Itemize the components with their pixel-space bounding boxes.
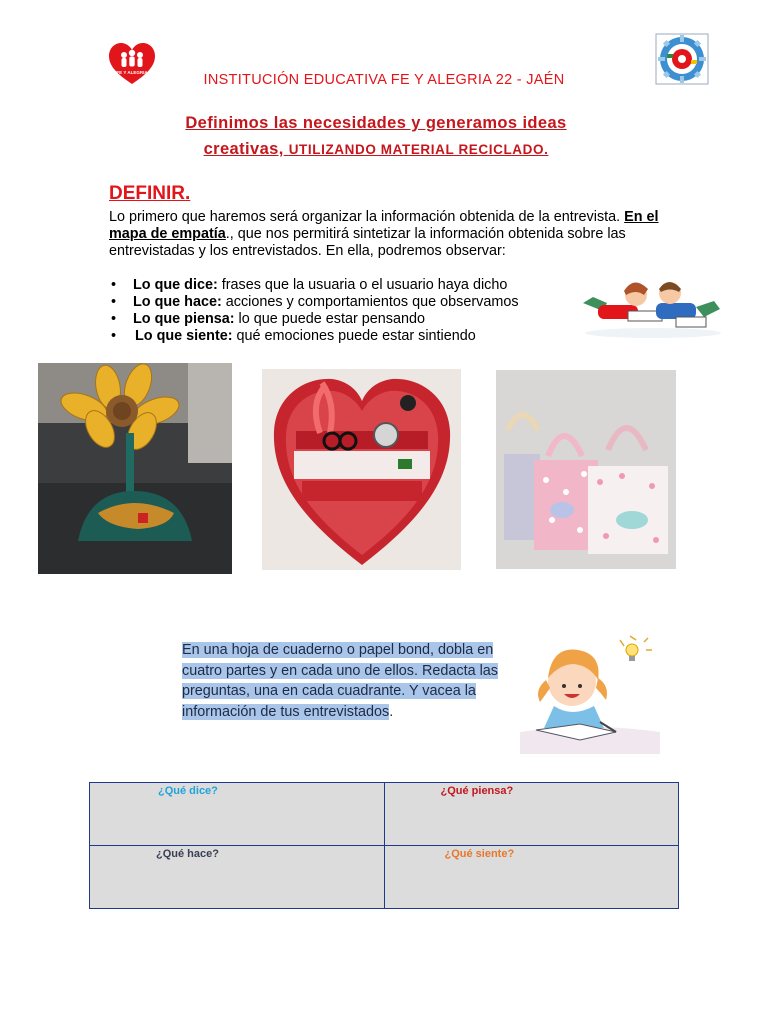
bullet-label: Lo que dice:: [133, 277, 218, 293]
question-dice: ¿Qué dice?: [158, 785, 218, 797]
question-siente: ¿Qué siente?: [444, 848, 515, 860]
intro-text-bold: En el mapa de empatía: [109, 209, 659, 242]
question-piensa: ¿Qué piensa?: [440, 785, 514, 797]
empathy-map-grid: [89, 782, 679, 909]
fabric-bags-photo: [496, 370, 676, 569]
fabric-flower-photo: [38, 363, 232, 574]
list-item: [109, 311, 579, 328]
intro-paragraph: [109, 209, 669, 260]
question-hace: ¿Qué hace?: [156, 848, 219, 860]
list-item: [109, 328, 579, 345]
bullet-text: acciones y comportamientos que observamos: [221, 294, 519, 310]
kids-reading-illustration: [578, 273, 728, 341]
page-subtitle: [0, 140, 752, 159]
bullet-text: frases que la usuaria o el usuario haya dicho: [217, 277, 508, 293]
subtitle-small: UTILIZANDO MATERIAL RECICLADO.: [288, 142, 549, 157]
list-item: [109, 277, 579, 294]
bullet-label: Lo que siente:: [135, 328, 233, 344]
grid-cell-hace[interactable]: [90, 846, 385, 909]
list-item: [109, 294, 579, 311]
heart-organizer-photo: [262, 369, 461, 570]
institution-name: INSTITUCIÓN EDUCATIVA FE Y ALEGRIA 22 - JAÉN: [203, 72, 565, 88]
grid-cell-siente[interactable]: [384, 846, 679, 909]
girl-writing-illustration: [520, 622, 660, 754]
section-heading: DEFINIR.: [109, 183, 191, 204]
grid-cell-piensa[interactable]: [384, 783, 679, 846]
bullet-text: qué emociones puede estar sintiendo: [232, 328, 476, 344]
svg-text:FE Y ALEGRIA: FE Y ALEGRIA: [116, 70, 148, 75]
instructions-highlighted: En una hoja de cuaderno o papel bond, dobla en cuatro partes y en cada uno de ellos. Redacta las preguntas, una en cada cuadrante. Y vacea la información de tus entrevistados: [182, 642, 498, 720]
bullet-label: Lo que hace:: [133, 294, 222, 310]
page-title: Definimos las necesidades y generamos ideas: [185, 114, 567, 132]
grid-cell-dice[interactable]: [90, 783, 385, 846]
empathy-map-list: [109, 277, 579, 345]
instructions-text: [182, 640, 502, 722]
bullet-text: lo que puede estar pensando: [234, 311, 425, 327]
bullet-label: Lo que piensa:: [133, 311, 235, 327]
subtitle-main: creativas,: [203, 140, 284, 158]
instructions-tail: .: [389, 703, 394, 720]
intro-text-end: ., que nos permitirá sintetizar la información obtenida sobre las entrevistadas y los entrevistados. En ella, podremos observar:: [109, 226, 626, 259]
intro-text-start: Lo primero que haremos será organizar la información obtenida de la entrevista.: [109, 209, 625, 225]
